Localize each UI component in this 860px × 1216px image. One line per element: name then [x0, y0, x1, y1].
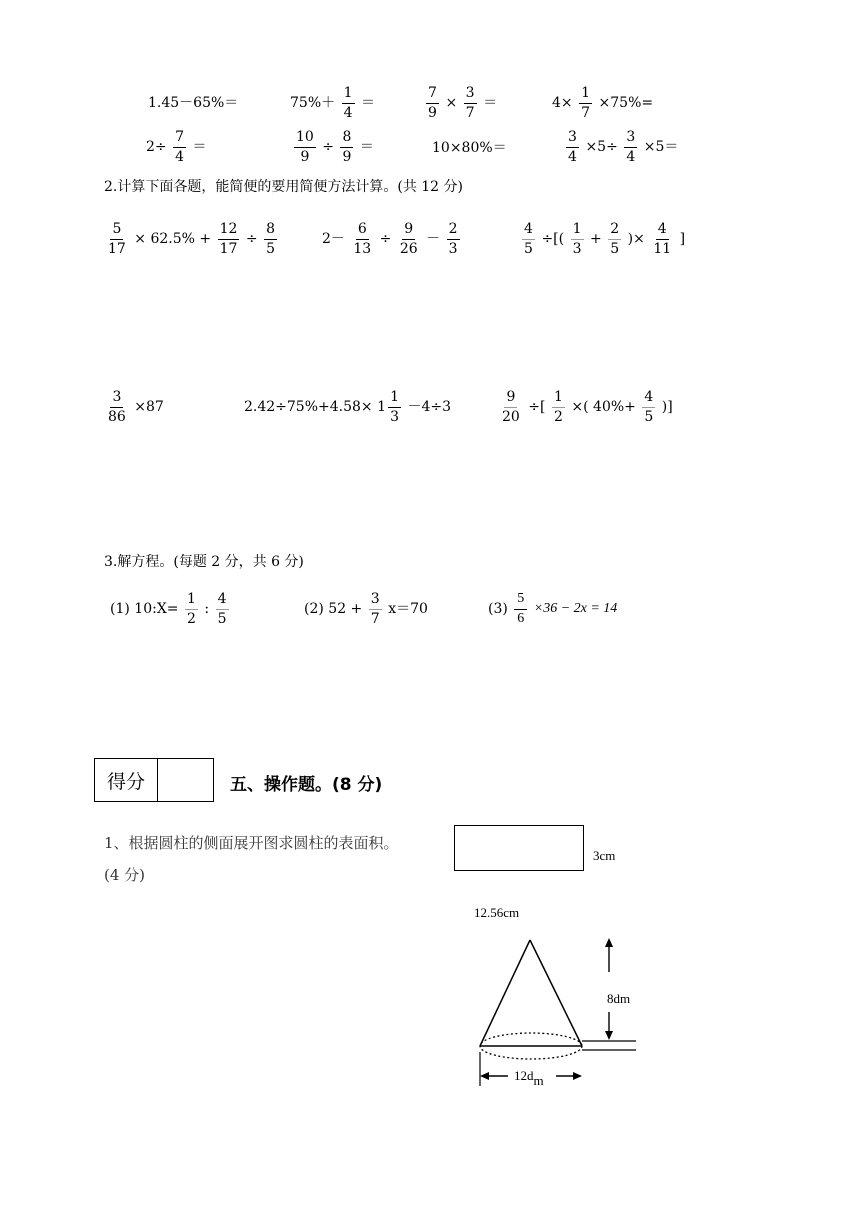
fraction: $\frac{4}{11}$: [653, 221, 672, 257]
cone-base-label: 12dm: [514, 1068, 544, 1088]
fraction: $\frac{1}{3}$: [388, 390, 401, 424]
fraction: $\frac{9}{20}$: [502, 389, 520, 425]
equation-3: (3) $\frac{5}{6}$ ×36 − 2x = 14: [488, 591, 618, 626]
fraction: $\frac{4}{5}$: [642, 390, 655, 424]
calc-problem-5: 2.42÷75%+4.58× 1 $\frac{1}{3}$ －4÷3: [244, 389, 452, 425]
operation-question-1: 1、根据圆柱的侧面展开图求圆柱的表面积。: [104, 834, 399, 852]
row2-expr3: 10×80%＝: [432, 140, 507, 156]
calc-problem-2: 2－ $\frac{6}{13}$ ÷ $\frac{9}{26}$ － $\frac{2}{3}$: [322, 222, 462, 256]
calc-problem-3: $\frac{4}{5}$ ÷[( $\frac{1}{3}$ + $\frac{2}{5}$ )× $\frac{4}{11}$ ]: [520, 222, 685, 256]
score-label: 得分: [95, 759, 158, 801]
cone-right-edge: [530, 940, 582, 1046]
section5-title: 五、操作题。(8 分): [230, 775, 383, 795]
row2-expr1: 2÷ $\frac{7}{4}$ ＝: [146, 129, 207, 165]
row2-expr4: $\frac{3}{4}$ ×5÷ $\frac{3}{4}$ ×5＝: [564, 130, 678, 164]
fraction: $\frac{8}{5}$: [264, 222, 277, 256]
fraction: $\frac{1}{2}$: [552, 390, 565, 424]
rectangle-height-label: 3cm: [593, 848, 616, 863]
fraction: $\frac{8}{9}$: [340, 130, 353, 164]
row2-expr2: $\frac{10}{9}$ ÷ $\frac{8}{9}$ ＝: [296, 129, 374, 165]
rectangle-width-label: 12.56cm: [474, 905, 520, 920]
fraction: $\frac{1}{2}$: [185, 592, 198, 626]
fraction: $\frac{1}{4}$: [342, 86, 355, 120]
row1-expr2: 75%＋ $\frac{1}{4}$ ＝: [290, 85, 376, 121]
section3-heading: 3.解方程。(每题 2 分，共 6 分): [104, 554, 304, 570]
fraction: $\frac{6}{13}$: [353, 221, 372, 257]
arrowhead-left: [480, 1072, 489, 1080]
arrowhead-down: [605, 1031, 613, 1040]
equation-1: (1) 10:X= $\frac{1}{2}$ : $\frac{4}{5}$: [110, 592, 231, 626]
fraction: $\frac{7}{4}$: [173, 130, 186, 164]
fraction: $\frac{9}{26}$: [399, 221, 418, 257]
fraction: $\frac{2}{3}$: [447, 222, 460, 256]
calc-problem-4: $\frac{3}{86}$ ×87: [108, 389, 164, 425]
fraction: $\frac{2}{5}$: [608, 222, 621, 256]
fraction: $\frac{3}{4}$: [624, 130, 637, 164]
score-box: [94, 758, 214, 802]
cone-height-label: 8dm: [607, 991, 631, 1006]
fraction: $\frac{10}{9}$: [296, 129, 314, 165]
fraction: $\frac{3}{7}$: [464, 86, 477, 120]
fraction: $\frac{3}{4}$: [566, 130, 579, 164]
fraction: $\frac{4}{5}$: [522, 222, 535, 256]
cylinder-net-rectangle: [454, 825, 584, 871]
row1-expr3: $\frac{7}{9}$ × $\frac{3}{7}$ ＝: [424, 86, 497, 120]
fraction: $\frac{7}{9}$: [426, 86, 439, 120]
row1-expr4: 4× $\frac{1}{7}$ ×75%=: [552, 85, 654, 121]
cone-left-edge: [480, 940, 530, 1046]
fraction: $\frac{5}{6}$: [514, 592, 527, 626]
row1-expr1: 1.45－65%＝: [148, 95, 239, 111]
calc-problem-1: $\frac{5}{17}$ × 62.5% + $\frac{12}{17}$ ÷ $\frac{8}{5}$: [104, 222, 279, 256]
fraction: $\frac{3}{7}$: [369, 592, 382, 626]
fraction: $\frac{12}{17}$: [219, 221, 238, 257]
fraction: $\frac{4}{5}$: [216, 592, 229, 626]
fraction: $\frac{5}{17}$: [108, 221, 126, 257]
arrowhead-up: [605, 938, 613, 947]
cone-diagram: [470, 930, 650, 1100]
mixed-number: 1 $\frac{1}{3}$: [377, 390, 403, 424]
section2-heading: 2.计算下面各题，能简便的要用简便方法计算。(共 12 分): [104, 179, 463, 195]
fraction: $\frac{1}{3}$: [571, 222, 584, 256]
fraction: $\frac{3}{86}$: [108, 389, 126, 425]
operation-question-1-points: (4 分): [104, 866, 146, 884]
fraction: $\frac{1}{7}$: [579, 86, 592, 120]
equation-2: (2) 52 + $\frac{3}{7}$ x＝70: [304, 591, 428, 627]
calc-problem-6: $\frac{9}{20}$ ÷[ $\frac{1}{2}$ ×( 40%+ $\frac{4}{5}$ )]: [502, 389, 673, 425]
arrowhead-right: [573, 1072, 582, 1080]
score-blank-cell[interactable]: [158, 759, 213, 801]
